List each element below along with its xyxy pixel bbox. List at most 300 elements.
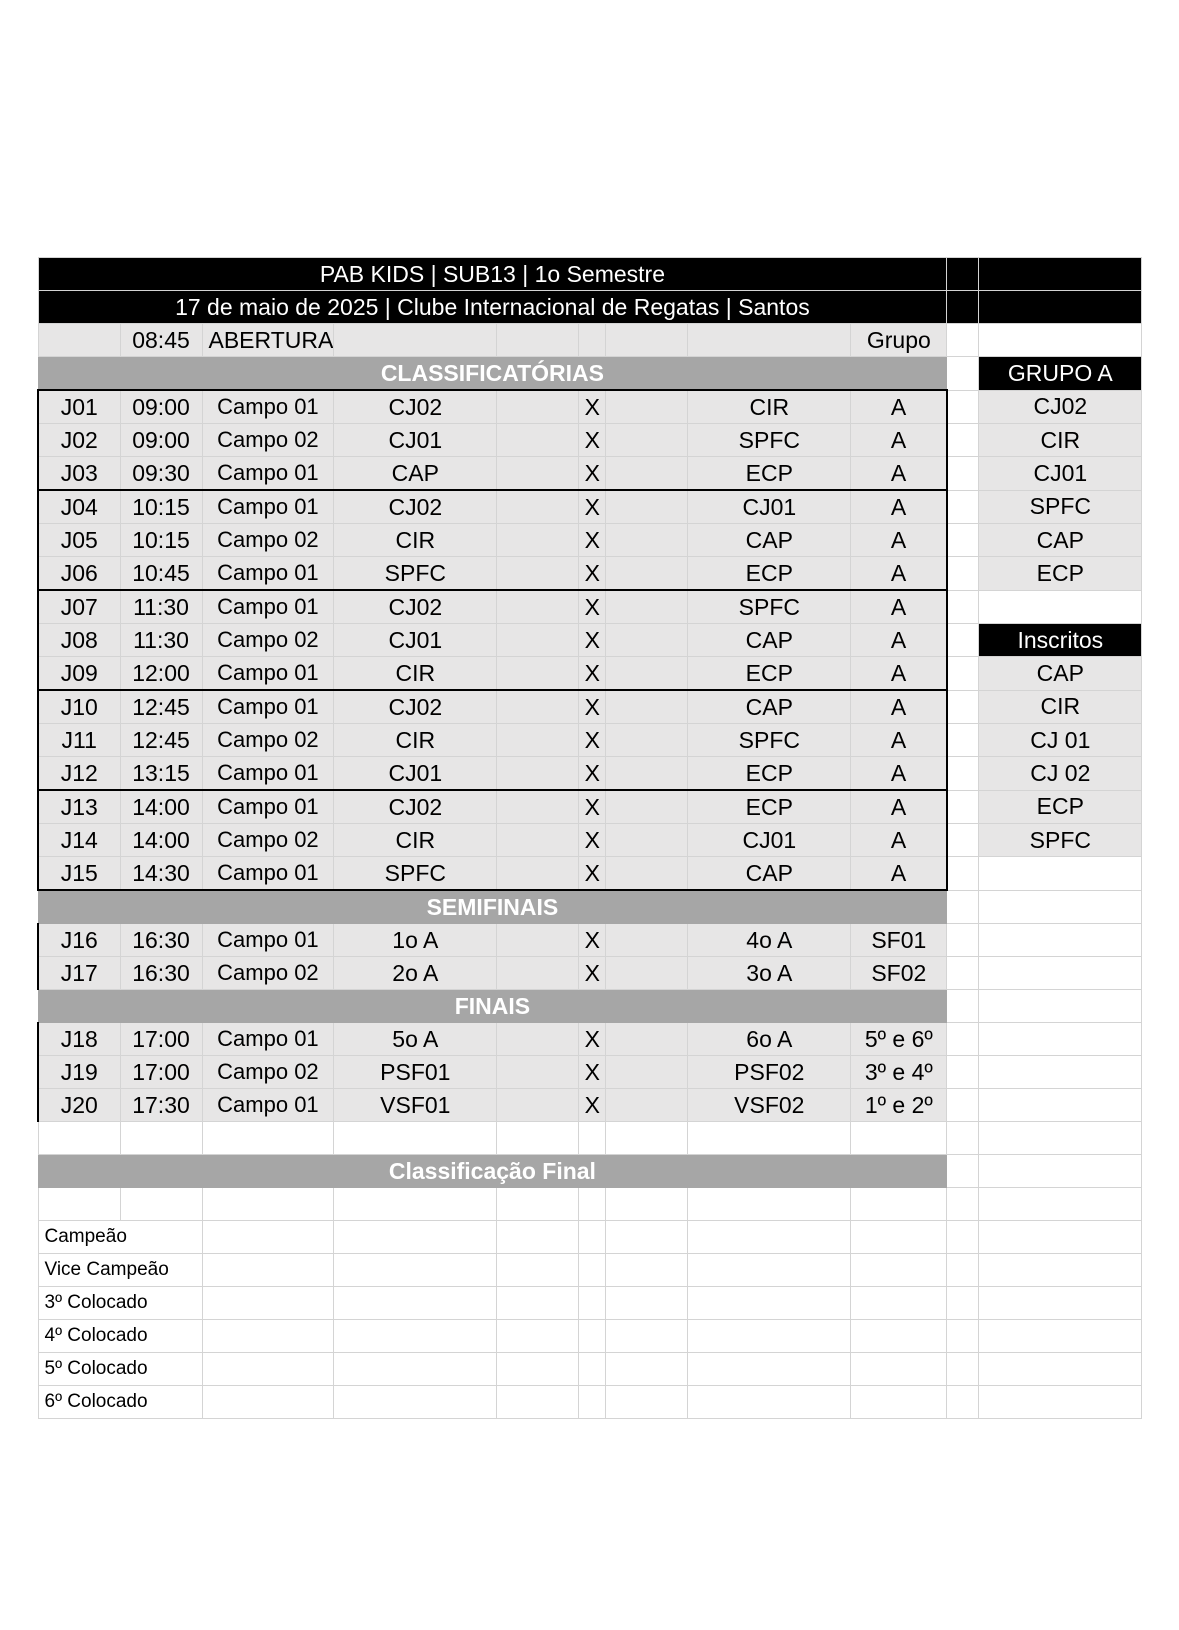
empty-cell — [606, 690, 688, 724]
empty-cell — [202, 1122, 334, 1155]
gap-cell — [947, 824, 979, 857]
empty-cell — [497, 390, 579, 424]
versus-mark: X — [579, 857, 606, 891]
versus-mark: X — [579, 590, 606, 624]
away-team: CAP — [688, 524, 851, 557]
gap-cell — [947, 258, 979, 291]
empty-cell — [606, 424, 688, 457]
side-empty-cell — [979, 1122, 1142, 1155]
home-team: SPFC — [334, 857, 497, 891]
empty-cell — [497, 1188, 579, 1221]
standing-value-cell — [497, 1353, 579, 1386]
empty-cell — [688, 1188, 851, 1221]
standing-value-cell — [851, 1353, 947, 1386]
empty-cell — [606, 524, 688, 557]
match-time: 10:15 — [120, 490, 202, 524]
match-field: Campo 01 — [202, 557, 334, 591]
match-group: A — [851, 757, 947, 791]
empty-cell — [497, 690, 579, 724]
match-row — [38, 424, 1142, 457]
gap-cell — [947, 924, 979, 957]
gap-cell — [947, 724, 979, 757]
match-id: J05 — [38, 524, 120, 557]
match-group: SF01 — [851, 924, 947, 957]
home-team: CIR — [334, 524, 497, 557]
standing-value-cell — [606, 1353, 688, 1386]
away-team: 4o A — [688, 924, 851, 957]
empty-cell — [606, 757, 688, 791]
away-team: ECP — [688, 757, 851, 791]
side-empty-cell — [979, 291, 1142, 324]
gap-cell — [947, 657, 979, 691]
home-team: 5o A — [334, 1023, 497, 1056]
match-time: 12:00 — [120, 657, 202, 691]
empty-cell — [120, 1122, 202, 1155]
versus-mark: X — [579, 757, 606, 791]
standing-value-cell — [606, 1254, 688, 1287]
match-time: 17:00 — [120, 1056, 202, 1089]
empty-cell — [334, 1188, 497, 1221]
match-id: J10 — [38, 690, 120, 724]
versus-mark: X — [579, 1023, 606, 1056]
away-team: ECP — [688, 657, 851, 691]
empty-cell — [497, 957, 579, 990]
match-field: Campo 01 — [202, 1089, 334, 1122]
match-time: 09:00 — [120, 390, 202, 424]
empty-cell — [606, 1056, 688, 1089]
standing-value-cell — [497, 1254, 579, 1287]
versus-mark: X — [579, 490, 606, 524]
home-team: CIR — [334, 657, 497, 691]
empty-cell — [606, 1089, 688, 1122]
match-row — [38, 857, 1142, 891]
match-group: A — [851, 657, 947, 691]
gap-cell — [947, 590, 979, 624]
empty-cell — [497, 624, 579, 657]
standing-label: 4º Colocado — [38, 1320, 202, 1353]
match-time: 12:45 — [120, 690, 202, 724]
group-a-team: SPFC — [979, 490, 1142, 524]
match-id: J07 — [38, 590, 120, 624]
title-row — [38, 258, 1142, 291]
versus-mark: X — [579, 457, 606, 491]
empty-cell — [497, 324, 579, 357]
versus-mark: X — [579, 924, 606, 957]
match-id: J01 — [38, 390, 120, 424]
match-time: 09:00 — [120, 424, 202, 457]
match-field: Campo 01 — [202, 490, 334, 524]
away-team: CJ01 — [688, 490, 851, 524]
standing-value-cell — [334, 1221, 497, 1254]
versus-mark: X — [579, 1089, 606, 1122]
match-id: J03 — [38, 457, 120, 491]
home-team: CJ02 — [334, 490, 497, 524]
match-field: Campo 01 — [202, 1023, 334, 1056]
empty-cell — [497, 857, 579, 891]
gap-cell — [947, 790, 979, 824]
section-final-standings — [38, 1155, 1142, 1188]
gap-cell — [947, 1221, 979, 1254]
standing-value-cell — [688, 1221, 851, 1254]
opening-label: ABERTURA — [202, 324, 334, 357]
match-field: Campo 02 — [202, 1056, 334, 1089]
gap-cell — [947, 1023, 979, 1056]
match-group: A — [851, 424, 947, 457]
standing-value-cell — [334, 1386, 497, 1419]
standing-value-cell — [579, 1221, 606, 1254]
match-field: Campo 01 — [202, 390, 334, 424]
match-field: Campo 02 — [202, 824, 334, 857]
side-empty-cell — [979, 590, 1142, 624]
side-empty-cell — [979, 857, 1142, 891]
standing-value-cell — [334, 1353, 497, 1386]
away-team: ECP — [688, 557, 851, 591]
side-empty-cell — [979, 1353, 1142, 1386]
opening-time: 08:45 — [120, 324, 202, 357]
match-id: J02 — [38, 424, 120, 457]
empty-cell — [606, 557, 688, 591]
empty-cell — [497, 457, 579, 491]
gap-cell — [947, 324, 979, 357]
match-time: 17:30 — [120, 1089, 202, 1122]
side-empty-cell — [979, 1056, 1142, 1089]
standing-value-cell — [688, 1386, 851, 1419]
home-team: CIR — [334, 824, 497, 857]
home-team: CJ02 — [334, 590, 497, 624]
empty-cell — [606, 490, 688, 524]
home-team: VSF01 — [334, 1089, 497, 1122]
home-team: CJ02 — [334, 790, 497, 824]
versus-mark: X — [579, 724, 606, 757]
match-group: A — [851, 790, 947, 824]
section-final-standings-label: Classificação Final — [38, 1155, 947, 1188]
match-id: J17 — [38, 957, 120, 990]
match-group: 3º e 4º — [851, 1056, 947, 1089]
match-group: A — [851, 557, 947, 591]
home-team: PSF01 — [334, 1056, 497, 1089]
match-row — [38, 657, 1142, 691]
standing-value-cell — [579, 1353, 606, 1386]
side-empty-cell — [979, 1386, 1142, 1419]
standing-label: 3º Colocado — [38, 1287, 202, 1320]
versus-mark: X — [579, 424, 606, 457]
match-field: Campo 01 — [202, 590, 334, 624]
empty-cell — [606, 724, 688, 757]
standing-value-cell — [334, 1320, 497, 1353]
empty-cell — [497, 1056, 579, 1089]
page-subtitle: 17 de maio de 2025 | Clube Internacional de Regatas | Santos — [38, 291, 947, 324]
home-team: CJ02 — [334, 390, 497, 424]
match-time: 13:15 — [120, 757, 202, 791]
standing-value-cell — [851, 1320, 947, 1353]
empty-cell — [606, 1188, 688, 1221]
match-row — [38, 824, 1142, 857]
standing-value-cell — [851, 1386, 947, 1419]
standing-value-cell — [334, 1254, 497, 1287]
match-field: Campo 01 — [202, 690, 334, 724]
standing-value-cell — [606, 1287, 688, 1320]
standing-value-cell — [202, 1254, 334, 1287]
standing-value-cell — [606, 1320, 688, 1353]
match-time: 09:30 — [120, 457, 202, 491]
section-finals-label: FINAIS — [38, 990, 947, 1023]
empty-cell — [497, 524, 579, 557]
section-qualifiers — [38, 357, 1142, 391]
gap-cell — [947, 690, 979, 724]
gap-cell — [947, 890, 979, 924]
section-qualifiers-label: CLASSIFICATÓRIAS — [38, 357, 947, 391]
match-id: J04 — [38, 490, 120, 524]
match-group: A — [851, 590, 947, 624]
registered-team: CAP — [979, 657, 1142, 691]
standing-value-cell — [688, 1254, 851, 1287]
side-empty-cell — [979, 1023, 1142, 1056]
standing-row — [38, 1287, 1142, 1320]
empty-cell — [497, 557, 579, 591]
match-row — [38, 790, 1142, 824]
blank-row — [38, 1188, 1142, 1221]
match-field: Campo 02 — [202, 957, 334, 990]
empty-cell — [497, 1122, 579, 1155]
gap-cell — [947, 291, 979, 324]
standing-label: Campeão — [38, 1221, 202, 1254]
match-row — [38, 1089, 1142, 1122]
away-team: VSF02 — [688, 1089, 851, 1122]
registered-team: CJ 01 — [979, 724, 1142, 757]
gap-cell — [947, 490, 979, 524]
match-group: A — [851, 624, 947, 657]
blank-row — [38, 1122, 1142, 1155]
standing-value-cell — [202, 1320, 334, 1353]
match-field: Campo 02 — [202, 624, 334, 657]
registered-team: CIR — [979, 690, 1142, 724]
page-title: PAB KIDS | SUB13 | 1o Semestre — [38, 258, 947, 291]
match-time: 17:00 — [120, 1023, 202, 1056]
versus-mark: X — [579, 690, 606, 724]
empty-cell — [606, 590, 688, 624]
match-group: A — [851, 724, 947, 757]
match-time: 11:30 — [120, 590, 202, 624]
match-group: A — [851, 524, 947, 557]
gap-cell — [947, 957, 979, 990]
gap-cell — [947, 457, 979, 491]
empty-cell — [606, 924, 688, 957]
match-row — [38, 924, 1142, 957]
match-row — [38, 524, 1142, 557]
empty-cell — [120, 1188, 202, 1221]
standing-row — [38, 1353, 1142, 1386]
gap-cell — [947, 1320, 979, 1353]
home-team: CIR — [334, 724, 497, 757]
empty-cell — [851, 1188, 947, 1221]
standing-value-cell — [688, 1320, 851, 1353]
match-group: 5º e 6º — [851, 1023, 947, 1056]
standing-value-cell — [688, 1287, 851, 1320]
versus-mark: X — [579, 957, 606, 990]
match-time: 11:30 — [120, 624, 202, 657]
away-team: CJ01 — [688, 824, 851, 857]
match-row — [38, 390, 1142, 424]
match-field: Campo 02 — [202, 524, 334, 557]
match-group: SF02 — [851, 957, 947, 990]
section-semifinals-label: SEMIFINAIS — [38, 890, 947, 924]
registered-header: Inscritos — [979, 624, 1142, 657]
gap-cell — [947, 624, 979, 657]
away-team: SPFC — [688, 424, 851, 457]
match-field: Campo 02 — [202, 724, 334, 757]
match-row — [38, 1023, 1142, 1056]
empty-cell — [606, 624, 688, 657]
section-semifinals — [38, 890, 1142, 924]
away-team: PSF02 — [688, 1056, 851, 1089]
standing-value-cell — [202, 1221, 334, 1254]
home-team: CAP — [334, 457, 497, 491]
empty-cell — [688, 1122, 851, 1155]
match-time: 16:30 — [120, 924, 202, 957]
gap-cell — [947, 424, 979, 457]
match-group: 1º e 2º — [851, 1089, 947, 1122]
empty-cell — [579, 1188, 606, 1221]
standing-value-cell — [579, 1386, 606, 1419]
standing-value-cell — [202, 1386, 334, 1419]
home-team: 1o A — [334, 924, 497, 957]
standing-value-cell — [497, 1287, 579, 1320]
empty-cell — [497, 757, 579, 791]
gap-cell — [947, 1155, 979, 1188]
match-id: J09 — [38, 657, 120, 691]
match-group: A — [851, 390, 947, 424]
empty-cell — [606, 857, 688, 891]
versus-mark: X — [579, 624, 606, 657]
match-id: J15 — [38, 857, 120, 891]
side-empty-cell — [979, 1089, 1142, 1122]
gap-cell — [947, 557, 979, 591]
empty-cell — [497, 790, 579, 824]
side-empty-cell — [979, 1254, 1142, 1287]
away-team: CIR — [688, 390, 851, 424]
match-row — [38, 957, 1142, 990]
group-a-team: ECP — [979, 557, 1142, 591]
match-group: A — [851, 690, 947, 724]
empty-cell — [497, 824, 579, 857]
away-team: CAP — [688, 624, 851, 657]
empty-cell — [497, 490, 579, 524]
standing-value-cell — [202, 1287, 334, 1320]
standing-value-cell — [688, 1353, 851, 1386]
match-time: 10:45 — [120, 557, 202, 591]
standing-row — [38, 1221, 1142, 1254]
standing-value-cell — [851, 1254, 947, 1287]
match-id: J11 — [38, 724, 120, 757]
home-team: CJ01 — [334, 757, 497, 791]
side-empty-cell — [979, 990, 1142, 1023]
subtitle-row — [38, 291, 1142, 324]
home-team: CJ02 — [334, 690, 497, 724]
empty-cell — [579, 324, 606, 357]
empty-cell — [334, 324, 497, 357]
away-team: CAP — [688, 857, 851, 891]
home-team: SPFC — [334, 557, 497, 591]
match-row — [38, 757, 1142, 791]
standing-label: 6º Colocado — [38, 1386, 202, 1419]
group-a-header: GRUPO A — [979, 357, 1142, 391]
empty-cell — [851, 1122, 947, 1155]
standing-row — [38, 1320, 1142, 1353]
match-group: A — [851, 857, 947, 891]
standing-value-cell — [497, 1221, 579, 1254]
standing-value-cell — [606, 1386, 688, 1419]
empty-cell — [202, 1188, 334, 1221]
match-group: A — [851, 457, 947, 491]
registered-team: CJ 02 — [979, 757, 1142, 791]
match-row — [38, 490, 1142, 524]
match-id: J14 — [38, 824, 120, 857]
match-row — [38, 457, 1142, 491]
gap-cell — [947, 1386, 979, 1419]
gap-cell — [947, 1254, 979, 1287]
away-team: SPFC — [688, 590, 851, 624]
registered-team: SPFC — [979, 824, 1142, 857]
gap-cell — [947, 1188, 979, 1221]
empty-cell — [334, 1122, 497, 1155]
opening-row — [38, 324, 1142, 357]
empty-cell — [688, 324, 851, 357]
match-row — [38, 624, 1142, 657]
standing-value-cell — [579, 1320, 606, 1353]
gap-cell — [947, 1089, 979, 1122]
empty-cell — [606, 390, 688, 424]
empty-cell — [38, 324, 120, 357]
match-time: 14:00 — [120, 824, 202, 857]
group-a-team: CJ02 — [979, 390, 1142, 424]
side-empty-cell — [979, 1188, 1142, 1221]
match-group: A — [851, 490, 947, 524]
match-field: Campo 01 — [202, 457, 334, 491]
match-row — [38, 557, 1142, 591]
match-id: J16 — [38, 924, 120, 957]
empty-cell — [606, 957, 688, 990]
empty-cell — [606, 1023, 688, 1056]
schedule-grid — [37, 257, 1142, 1419]
match-field: Campo 01 — [202, 757, 334, 791]
away-team: 6o A — [688, 1023, 851, 1056]
away-team: ECP — [688, 790, 851, 824]
side-empty-cell — [979, 957, 1142, 990]
group-a-team: CJ01 — [979, 457, 1142, 491]
versus-mark: X — [579, 1056, 606, 1089]
gap-cell — [947, 1122, 979, 1155]
side-empty-cell — [979, 1221, 1142, 1254]
standing-value-cell — [202, 1353, 334, 1386]
side-empty-cell — [979, 924, 1142, 957]
versus-mark: X — [579, 824, 606, 857]
side-empty-cell — [979, 1320, 1142, 1353]
gap-cell — [947, 524, 979, 557]
gap-cell — [947, 357, 979, 391]
empty-cell — [38, 1122, 120, 1155]
side-empty-cell — [979, 1287, 1142, 1320]
standing-row — [38, 1254, 1142, 1287]
gap-cell — [947, 1353, 979, 1386]
empty-cell — [606, 1122, 688, 1155]
match-id: J19 — [38, 1056, 120, 1089]
empty-cell — [606, 657, 688, 691]
match-field: Campo 01 — [202, 857, 334, 891]
empty-cell — [606, 790, 688, 824]
away-team: CAP — [688, 690, 851, 724]
empty-cell — [497, 724, 579, 757]
gap-cell — [947, 757, 979, 791]
